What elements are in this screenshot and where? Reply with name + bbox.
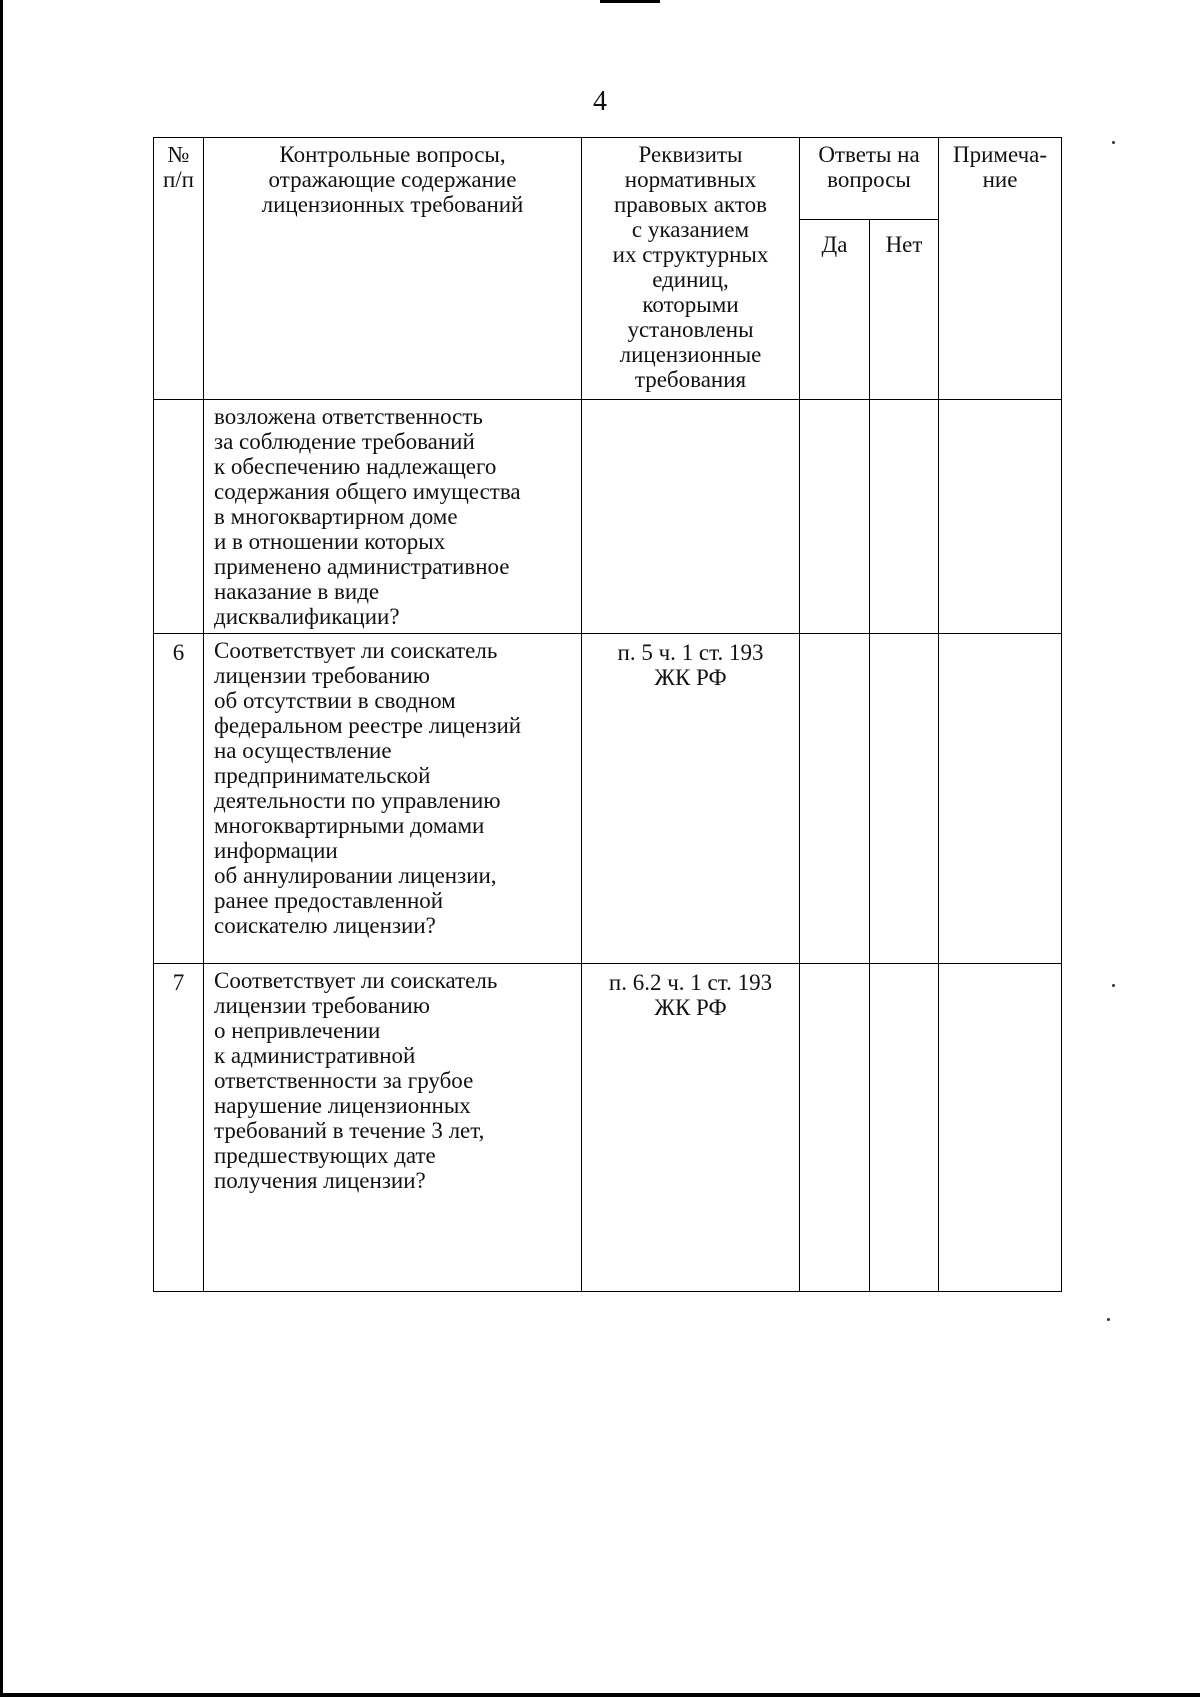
row-answer-yes[interactable]	[800, 400, 870, 634]
row-answer-no[interactable]	[870, 634, 939, 964]
table-header-row	[154, 138, 1062, 220]
row-reference: п. 5 ч. 1 ст. 193 ЖК РФ	[582, 634, 800, 964]
scan-mark-top	[600, 0, 660, 3]
page-number: 4	[593, 86, 607, 117]
header-question: Контрольные вопросы, отражающие содержание лицензионных требований	[204, 138, 582, 400]
row-answer-no[interactable]	[870, 964, 939, 1292]
table-row	[154, 634, 1062, 964]
row-number	[154, 400, 204, 634]
row-question: Соответствует ли соискатель лицензии требованию об отсутствии в сводном федеральном реестре лицензий на осуществление предпринимательской деятельности по управлению многоквартирными домами информации об аннулировании лицензии, ранее предоставленной соискателю лицензии?	[204, 634, 582, 964]
scan-speck	[1107, 1318, 1110, 1321]
scan-edge-bottom	[0, 1693, 1200, 1697]
header-reference: Реквизиты нормативных правовых актов с указанием их структурных единиц, которыми установлены лицензионные требования	[582, 138, 800, 400]
row-note[interactable]	[939, 400, 1062, 634]
header-number: № п/п	[154, 138, 204, 400]
header-no: Нет	[870, 220, 939, 400]
row-number: 7	[154, 964, 204, 1292]
header-note: Примеча- ние	[939, 138, 1062, 400]
row-answer-yes[interactable]	[800, 634, 870, 964]
scan-speck	[1112, 984, 1115, 987]
row-reference: п. 6.2 ч. 1 ст. 193 ЖК РФ	[582, 964, 800, 1292]
row-reference	[582, 400, 800, 634]
row-question: возложена ответственность за соблюдение требований к обеспечению надлежащего содержания общего имущества в многоквартирном доме и в отношении которых применено административное наказание в виде дисквалификации?	[204, 400, 582, 634]
row-note[interactable]	[939, 634, 1062, 964]
header-answers: Ответы на вопросы	[800, 138, 939, 220]
license-checklist-table	[153, 137, 1062, 1292]
header-yes: Да	[800, 220, 870, 400]
row-answer-no[interactable]	[870, 400, 939, 634]
row-answer-yes[interactable]	[800, 964, 870, 1292]
scan-edge-left	[0, 0, 3, 1697]
row-note[interactable]	[939, 964, 1062, 1292]
table-row	[154, 964, 1062, 1292]
scan-speck	[1112, 141, 1115, 144]
table-row	[154, 400, 1062, 634]
row-question: Соответствует ли соискатель лицензии требованию о непривлечении к административной ответственности за грубое нарушение лицензионных требований в течение 3 лет, предшествующих дате получения лицензии?	[204, 964, 582, 1292]
row-number: 6	[154, 634, 204, 964]
